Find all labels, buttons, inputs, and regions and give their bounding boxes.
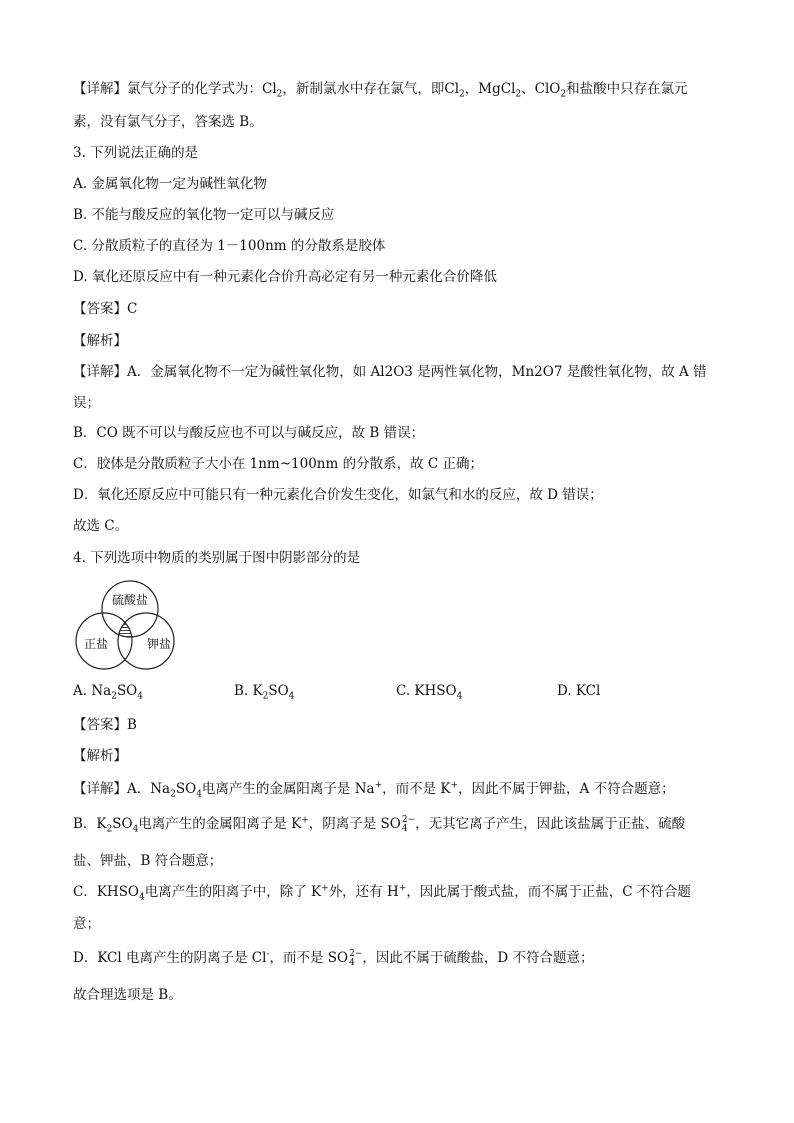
q3-option-d: D. 氧化还原反应中有一种元素化合价升高必定有另一种元素化合价降低 bbox=[73, 269, 497, 285]
q3-option-c: C. 分散质粒子的直径为 1－100nm 的分散系是胶体 bbox=[73, 238, 386, 254]
q4-option-b: B. $K_2SO_4$ bbox=[234, 683, 295, 702]
q3-detail-line: 误； bbox=[73, 395, 100, 411]
q3-conclusion: 故选 C。 bbox=[73, 518, 129, 534]
q4-conclusion: 故合理选项是 B。 bbox=[73, 987, 182, 1003]
venn-label-top: 硫酸盐 bbox=[111, 593, 149, 607]
q3-detail-line: 【详解】A．金属氧化物不一定为碱性氧化物，如 Al2O3 是两性氧化物，Mn2O7 是酸性氧化物，故 A 错 bbox=[73, 364, 707, 380]
q3-answer: 【答案】C bbox=[73, 301, 138, 317]
q3-detail-line: B．CO 既不可以与酸反应也不可以与碱反应，故 B 错误； bbox=[73, 425, 425, 441]
q4-detail-a: 【详解】A．$Na_2SO_4$电离产生的金属阳离子是 Na+，而不是 K+，因此不属于钾盐，A 不符合题意； bbox=[73, 780, 675, 800]
q4-detail-c: C．$KHSO_4$电离产生的阳离子中，除了 K+外，还有 H+，因此属于酸式盐，而不属于正盐，C 不符合题 bbox=[73, 883, 691, 903]
q4-answer: 【答案】B bbox=[73, 717, 137, 733]
venn-label-right: 钾盐 bbox=[146, 637, 172, 651]
q3-option-a: A. 金属氧化物一定为碱性氧化物 bbox=[73, 176, 267, 192]
q4-option-a: A. $Na_2SO_4$ bbox=[73, 683, 143, 702]
q4-option-c: C. $KHSO_4$ bbox=[396, 683, 463, 702]
q4-option-d: D. KCl bbox=[557, 683, 601, 699]
q4-detail-b: B．$K_2SO_4$电离产生的金属阳离子是 K+，阴离子是 SO 2− 4 ，无其它离子产生，因此该盐属于正盐、硫酸 bbox=[73, 814, 686, 835]
q2-detail-line-1: 【详解】氯气分子的化学式为：$Cl_2$，新制氯水中存在氯气，即$Cl_2$，MgCl$_2$、ClO$_2$和盐酸中只存在氯元 bbox=[73, 81, 688, 100]
q3-stem: 3. 下列说法正确的是 bbox=[73, 145, 199, 161]
sulfate-ion-charge: 2− 4 bbox=[349, 948, 363, 968]
venn-label-left: 正盐 bbox=[83, 637, 109, 651]
q3-option-b: B. 不能与酸反应的氧化物一定可以与碱反应 bbox=[73, 207, 335, 223]
venn-diagram bbox=[72, 578, 188, 674]
venn-circle-top bbox=[102, 581, 158, 637]
q4-detail-b-cont: 盐、钾盐，B 符合题意； bbox=[73, 853, 223, 869]
q4-analysis-label: 【解析】 bbox=[73, 748, 127, 764]
q2-detail-line-2: 素，没有氯气分子，答案选 B。 bbox=[73, 114, 263, 130]
q3-analysis-label: 【解析】 bbox=[73, 333, 127, 349]
q3-detail-line: C．胶体是分散质粒子大小在 1nm~100nm 的分散系，故 C 正确； bbox=[73, 456, 483, 472]
q4-detail-c-cont: 意； bbox=[73, 916, 100, 932]
q3-detail-line: D．氧化还原反应中可能只有一种元素化合价发生变化，如氯气和水的反应，故 D 错误； bbox=[73, 487, 603, 503]
q4-detail-d: D．KCl 电离产生的阴离子是 Cl-，而不是 SO 2− 4 ，因此不属于硫酸盐，D 不符合题意； bbox=[73, 948, 594, 968]
sulfate-ion-charge: 2− 4 bbox=[401, 814, 416, 834]
q4-stem: 4. 下列选项中物质的类别属于图中阴影部分的是 bbox=[73, 550, 361, 566]
